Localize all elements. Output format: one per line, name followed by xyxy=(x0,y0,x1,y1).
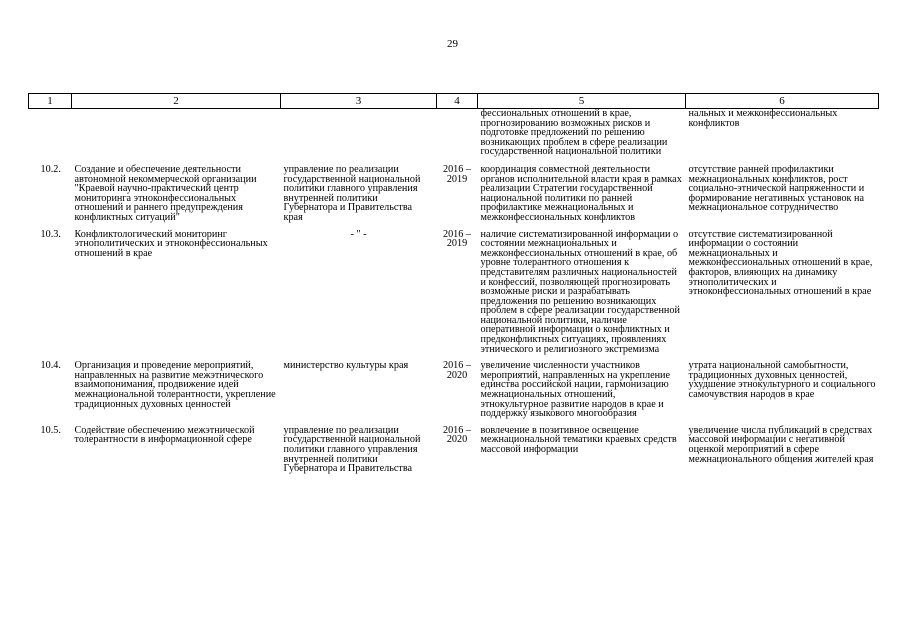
continuation-row xyxy=(29,109,879,165)
cell-term: 2016 – 2019 xyxy=(442,163,471,185)
cell-event xyxy=(72,109,281,165)
header-row xyxy=(29,94,879,109)
cell-event: Создание и обеспечение деятельности автономной некоммерческой организации "Краевой научно-практический центр мониторинга этноконфессиональных отношений и раннего предупреждения конфликтных ситуаций" xyxy=(74,163,257,223)
cell-result: координация совместной деятельности органов исполнительной власти края в рамках реализации Стратегии государственной национальной политики по ранней профилактике межнациональных и межконфессиональных конфликтов xyxy=(480,163,682,223)
cell-executor xyxy=(281,109,437,165)
cell-num: 10.2. xyxy=(40,163,61,175)
cell-result: фессиональных отношений в крае, прогнозированию возможных рисков и подготовке предложений по решению возникающих проблем в сфере реализации государственной национальной политики xyxy=(480,108,668,158)
cell-num xyxy=(29,109,72,165)
cell-term: 2016 – 2020 xyxy=(442,360,471,381)
cell-num: 10.5. xyxy=(40,424,61,436)
cell-event: Организация и проведение мероприятий, направленных на развитие межэтнического взаимопонимания, продвижение идей межнациональной толерантности, укрепление традиционных духовных ценностей xyxy=(74,360,276,410)
cell-num: 10.3. xyxy=(40,228,61,240)
cell-risk: отсутствие систематизированной информации о состоянии межнациональных и межконфессиональных отношений в крае, факторов, влияющих на динамику этнополитических и этноконфессиональных отношений в крае xyxy=(688,228,873,298)
cell-term: 2016 – 2020 xyxy=(442,424,471,446)
table-row-10-4 xyxy=(29,361,879,426)
cell-executor: управление по реализации государственной национальной политики главного управления внутренней политики Губернатора и Правительства края xyxy=(283,163,421,223)
cell-executor: управление по реализации государственной национальной политики главного управления внутренней политики Губернатора и Правительства xyxy=(283,424,421,475)
cell-term: 2016 – 2019 xyxy=(442,228,471,250)
cell-executor: министерство культуры края xyxy=(283,360,409,372)
table-row-10-2 xyxy=(29,165,879,230)
table-row-10-5 xyxy=(29,426,879,474)
cell-executor: - " - xyxy=(350,228,367,240)
column-header-2: 2 xyxy=(72,94,281,109)
cell-risk: увеличение числа публикаций в средствах массовой информации с негативной оценкой мероприятий в сфере межнационального общения жителей края xyxy=(688,424,874,465)
cell-risk: утрата национальной самобытности, традиционных духовных ценностей, ухудшение этнокультурного и социального самочувствия народов в крае xyxy=(688,360,876,401)
cell-risk: отсутствие ранней профилактики межнациональных конфликтов, рост социально-этнической напряженности и формирование негативных установок на межнациональное сотрудничество xyxy=(688,163,865,214)
cell-event: Конфликтологический мониторинг этнополитических и этноконфессиональных отношений в крае xyxy=(74,228,268,259)
column-header-4: 4 xyxy=(437,94,478,109)
table-row-10-3 xyxy=(29,230,879,362)
column-header-3: 3 xyxy=(281,94,437,109)
column-header-6: 6 xyxy=(686,94,879,109)
column-header-1: 1 xyxy=(29,94,72,109)
page-number: 29 xyxy=(447,38,458,50)
cell-result: увеличение численности участников мероприятий, направленных на укрепление единства российской нации, гармонизацию межнациональных отношений, этнокультурное развитие народов в крае и поддержку языкового многообразия xyxy=(480,360,671,420)
cell-term xyxy=(437,109,478,165)
cell-num: 10.4. xyxy=(40,360,61,372)
cell-result: вовлечение в позитивное освещение межнациональной тематики краевых средств массовой информации xyxy=(480,424,677,455)
column-header-5: 5 xyxy=(478,94,686,109)
cell-risk: нальных и межконфессиональных конфликтов xyxy=(688,108,838,129)
measures-table xyxy=(28,93,879,474)
cell-event: Содействие обеспечению межэтнической толерантности в информационной сфере xyxy=(74,424,255,446)
cell-result: наличие систематизированной информации о состоянии межнациональных и межконфессиональных отношений в крае, об уровне толерантного отношения к представителям различных национальностей и конфессий, позволяющей прогнозировать возможные риски и разрабатывать предложения по решению возникающих проблем в сфере реализации государственной национальной политики, наличие оперативной информации о конфликтных и предконфликтных ситуациях, проявлениях этнического и религиозного экстремизма xyxy=(480,228,680,355)
